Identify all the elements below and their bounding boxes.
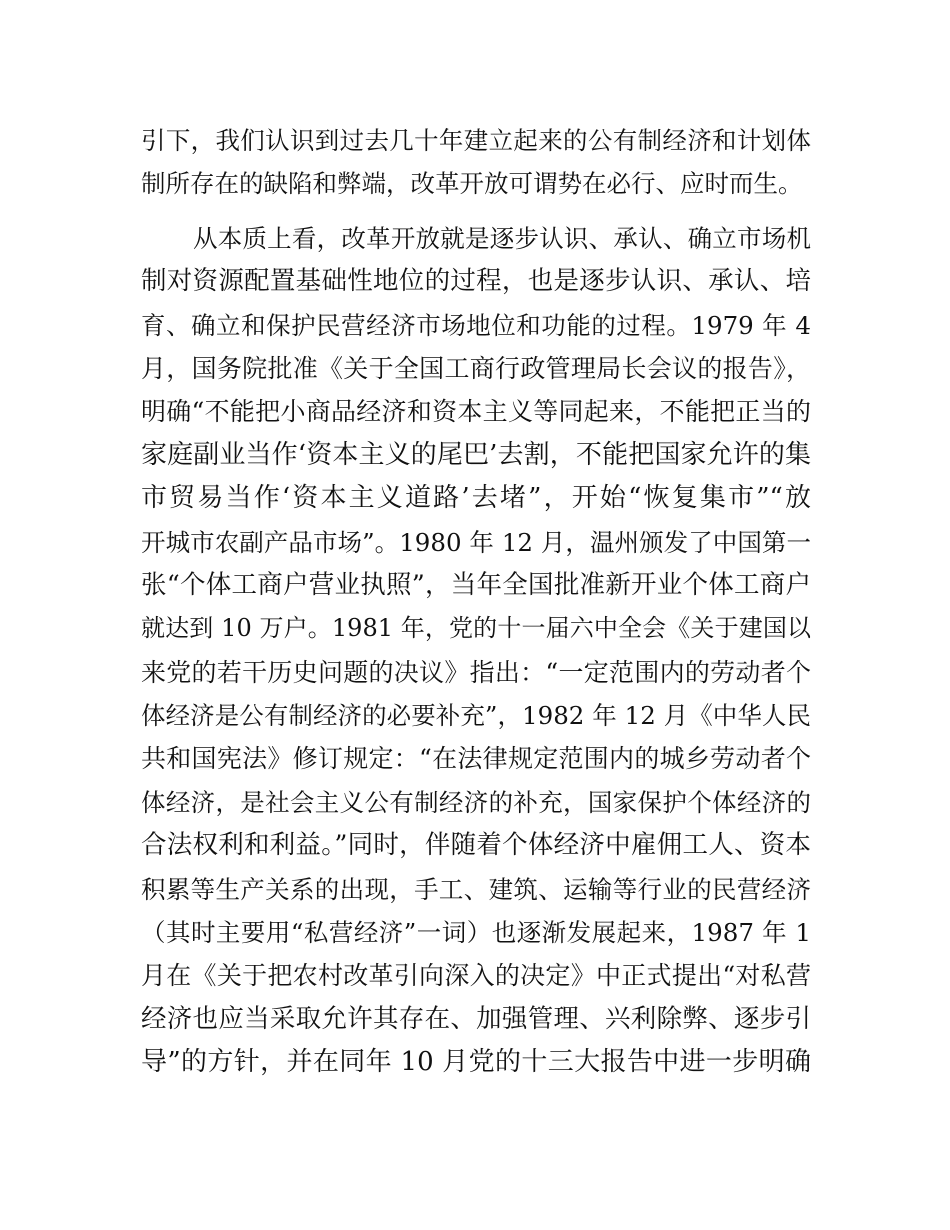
text-line: 市贸易当作‘资本主义道路’去堵”，开始“恢复集市”“放 xyxy=(141,483,811,514)
text-line: 就达到 10 万户。1981 年，党的十一届六中全会《关于建国以 xyxy=(141,614,811,643)
text-line: 张“个体工商户营业执照”，当年全国批准新开业个体工商户 xyxy=(141,569,811,600)
text-line: 明确“不能把小商品经济和资本主义等同起来，不能把正当的 xyxy=(141,397,811,427)
paragraph-gap xyxy=(141,206,811,217)
text-line: 从本质上看，改革开放就是逐步认识、承认、确立市场机 xyxy=(193,223,811,253)
text-line: 来党的若干历史问题的决议》指出：“一定范围内的劳动者个 xyxy=(141,657,811,687)
text-line: 制所存在的缺陷和弊端，改革开放可谓势在必行、应时而生。 xyxy=(141,169,803,199)
text-line: 开城市农副产品市场”。1980 年 12 月，温州颁发了中国第一 xyxy=(141,527,811,557)
text-line: 经济也应当采取允许其存在、加强管理、兴利除弊、逐步引 xyxy=(141,1003,811,1034)
text-line: 育、确立和保护民营经济市场地位和功能的过程。1979 年 4 xyxy=(141,310,811,340)
text-line: 家庭副业当作‘资本主义的尾巴’去割，不能把国家允许的集 xyxy=(141,439,811,470)
text-line: 月，国务院批准《关于全国工商行政管理局长会议的报告》， xyxy=(141,353,811,383)
paragraph-1 xyxy=(141,119,811,206)
text-line: （其时主要用“私营经济”一词）也逐渐发展起来，1987 年 1 xyxy=(141,918,811,948)
body-text xyxy=(141,119,811,1085)
text-line: 引下，我们认识到过去几十年建立起来的公有制经济和计划体 xyxy=(141,126,811,155)
text-line: 月在《关于把农村改革引向深入的决定》中正式提出“对私营 xyxy=(141,961,811,991)
paragraph-2 xyxy=(141,217,811,1085)
text-line: 体经济是公有制经济的必要补充”，1982 年 12 月《中华人民 xyxy=(141,701,811,731)
text-line: 共和国宪法》修订规定：“在法律规定范围内的城乡劳动者个 xyxy=(141,744,811,774)
text-line: 制对资源配置基础性地位的过程，也是逐步认识、承认、培 xyxy=(141,266,811,297)
text-line: 积累等生产关系的出现，手工、建筑、运输等行业的民营经济 xyxy=(141,874,811,904)
text-line: 导”的方针，并在同年 10 月党的十三大报告中进一步明确 xyxy=(141,1047,811,1078)
text-line: 体经济，是社会主义公有制经济的补充，国家保护个体经济的 xyxy=(141,787,811,817)
text-line: 合法权利和利益。”同时，伴随着个体经济中雇佣工人、资本 xyxy=(141,830,811,861)
